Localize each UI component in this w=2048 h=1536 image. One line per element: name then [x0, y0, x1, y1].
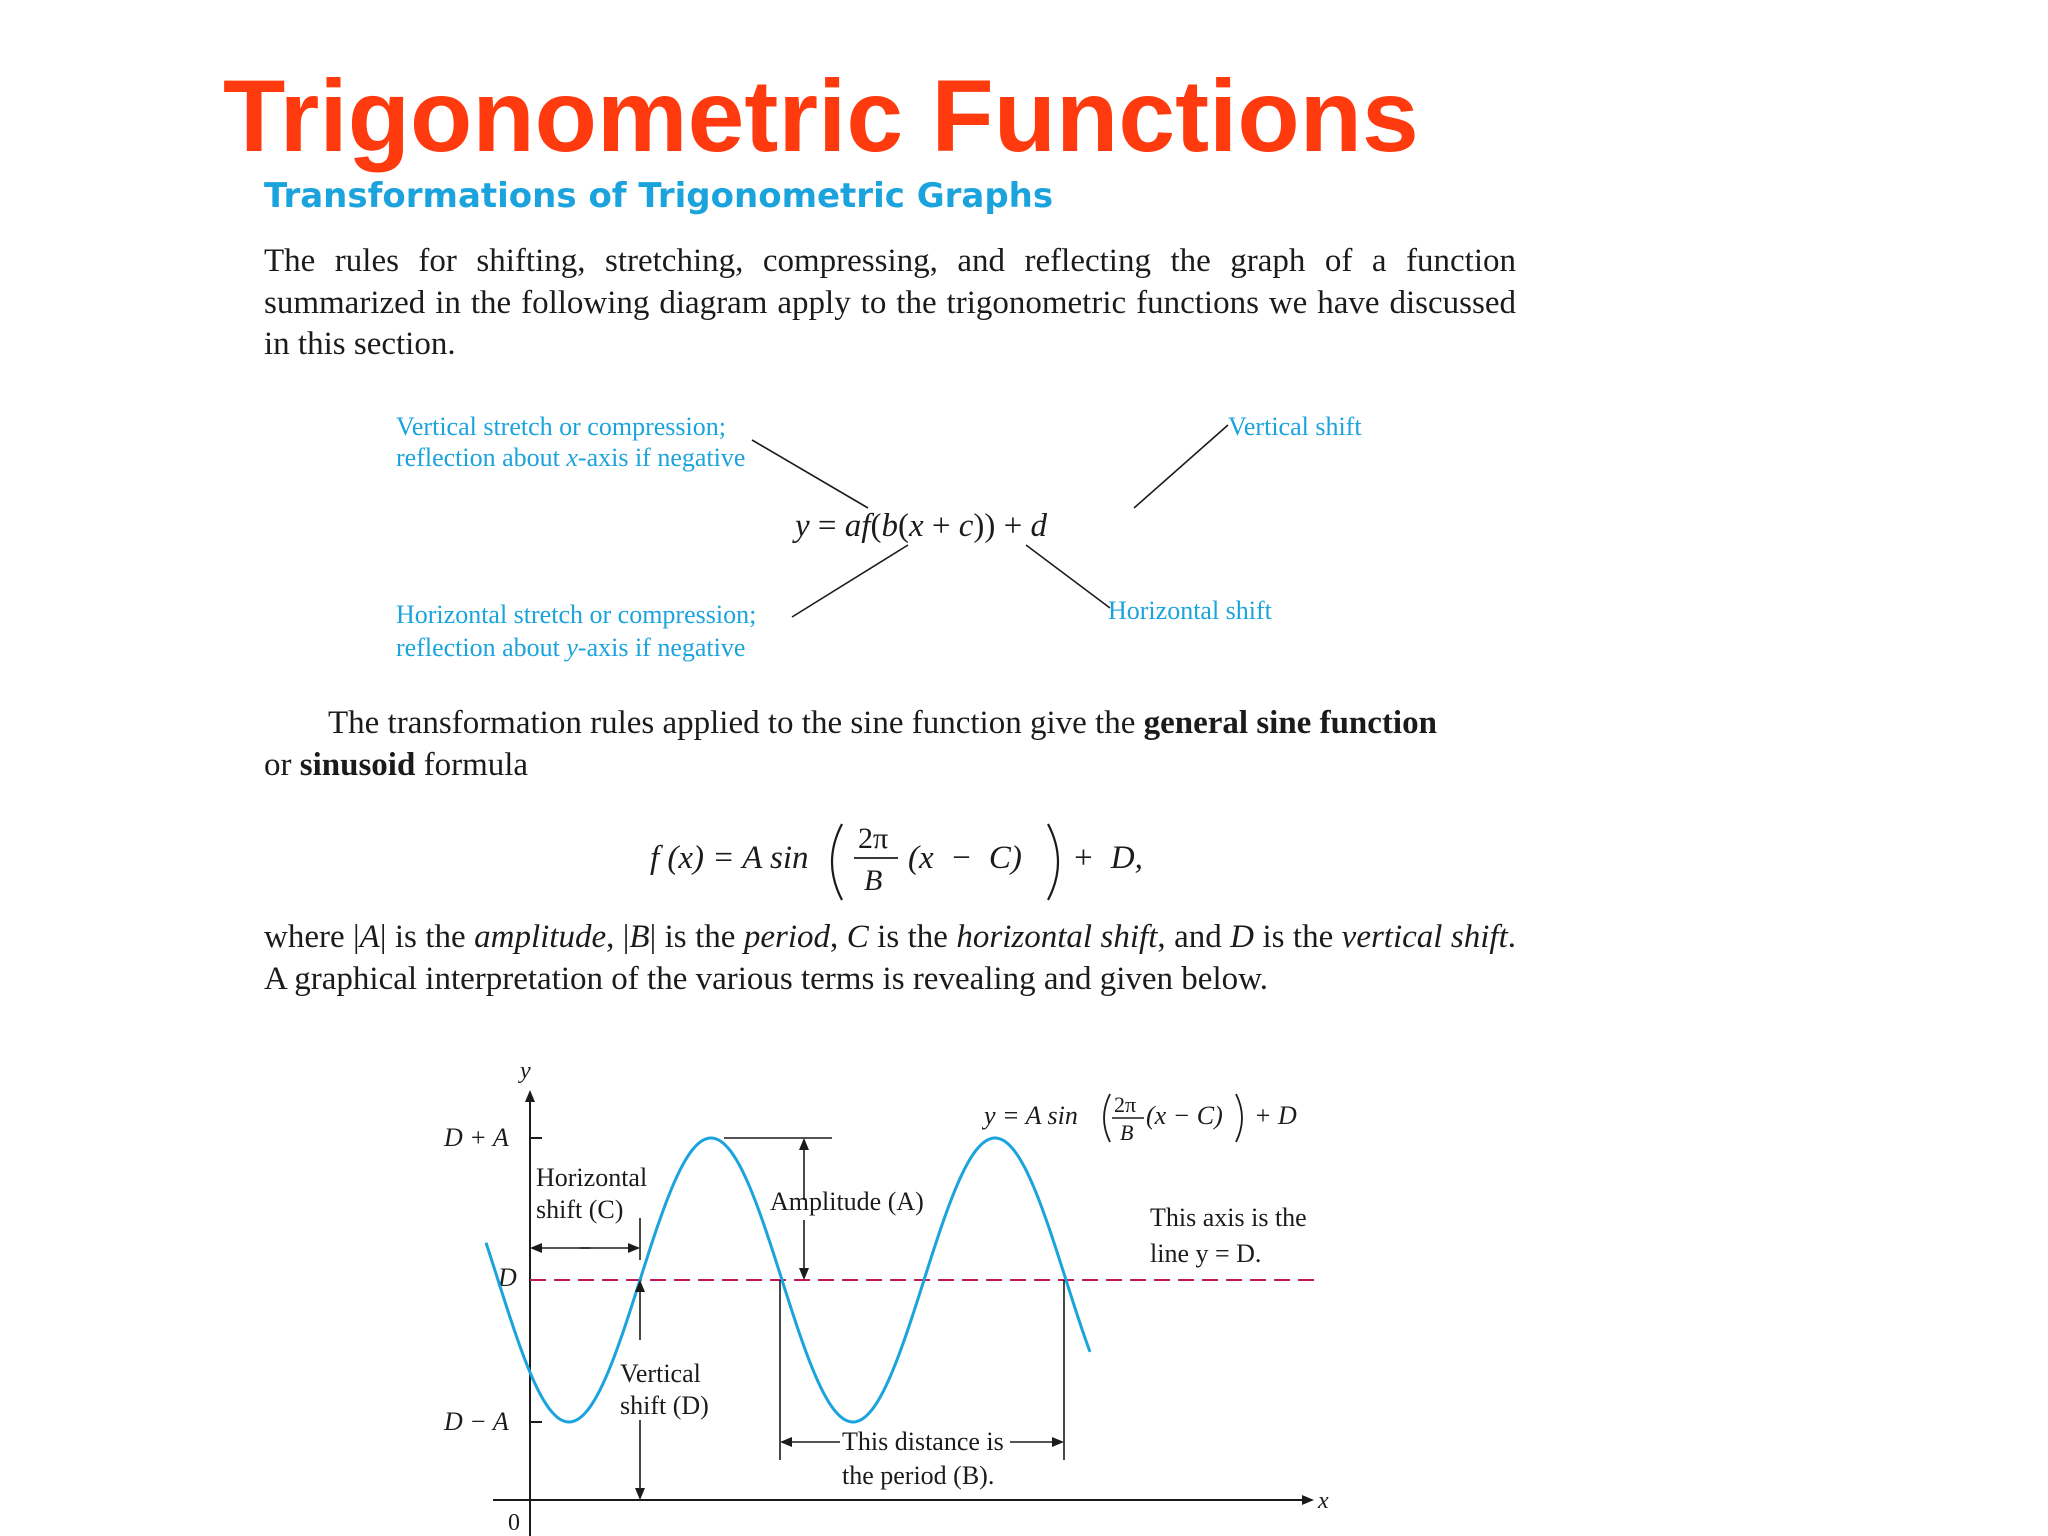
graph-equation-frac-num: 2π: [1114, 1092, 1137, 1117]
intro-paragraph: The rules for shifting, stretching, compressing, and reflecting the graph of a function summarized in the following diagram apply to the trigonometric functions we have discussed in this section.: [264, 243, 1516, 362]
label-vertical-stretch-line1: Vertical stretch or compression;: [396, 412, 726, 441]
x-axis-label: x: [1318, 1488, 1329, 1514]
section-heading: Transformations of Trigonometric Graphs: [264, 176, 1054, 216]
label-axis-1: This axis is the: [1150, 1203, 1307, 1232]
label-horizontal-shift-2: shift (C): [536, 1195, 624, 1224]
graph-equation-lparen: [1104, 1094, 1110, 1142]
tick-label-mid: D: [498, 1263, 517, 1292]
label-period-2: the period (B).: [842, 1461, 995, 1490]
transform-equation: y = af(b(x + c)) + d: [795, 508, 1047, 544]
formula-lhs: f (x) = A sin: [650, 840, 809, 876]
sinusoid-paragraph: The transformation rules applied to the sine function give the general sine function or sinusoid formula: [264, 705, 1437, 783]
graph-equation-rhs: + D: [1254, 1101, 1297, 1130]
graph-equation-prefix: y = A sin: [984, 1101, 1078, 1130]
where-paragraph: where |A| is the amplitude, |B| is the period, C is the horizontal shift, and D is the vertical shift. A graphical interpretation of the various terms is revealing and given below.: [264, 919, 1517, 997]
formula-frac-den: B: [864, 864, 883, 897]
tick-label-bottom: D − A: [444, 1407, 509, 1436]
slide-title: Trigonometric Functions: [223, 59, 1419, 173]
label-horizontal-shift-1: Horizontal: [536, 1163, 648, 1192]
label-vertical-shift-1: Vertical: [620, 1359, 701, 1388]
label-horizontal-stretch-line1: Horizontal stretch or compression;: [396, 600, 757, 629]
graph-equation-frac-den: B: [1120, 1120, 1134, 1145]
label-vertical-stretch-line2: reflection about x-axis if negative: [396, 443, 746, 472]
graph-equation-inner: (x − C): [1146, 1101, 1223, 1130]
formula-rhs: + D,: [1072, 840, 1143, 876]
label-vertical-shift-2: shift (D): [620, 1391, 709, 1420]
y-axis-label: y: [520, 1058, 531, 1084]
formula-inner: (x − C): [908, 840, 1022, 876]
graph-equation-rparen: [1236, 1094, 1242, 1142]
label-period-1: This distance is: [842, 1427, 1004, 1456]
label-horizontal-shift: Horizontal shift: [1108, 596, 1272, 625]
label-horizontal-stretch-line2: reflection about y-axis if negative: [396, 633, 746, 662]
label-amplitude: Amplitude (A): [770, 1187, 924, 1216]
formula-frac-num: 2π: [858, 822, 889, 855]
label-axis-2: line y = D.: [1150, 1239, 1262, 1268]
tick-label-top: D + A: [444, 1123, 509, 1152]
label-vertical-shift: Vertical shift: [1228, 412, 1362, 441]
origin-label: 0: [508, 1510, 520, 1536]
